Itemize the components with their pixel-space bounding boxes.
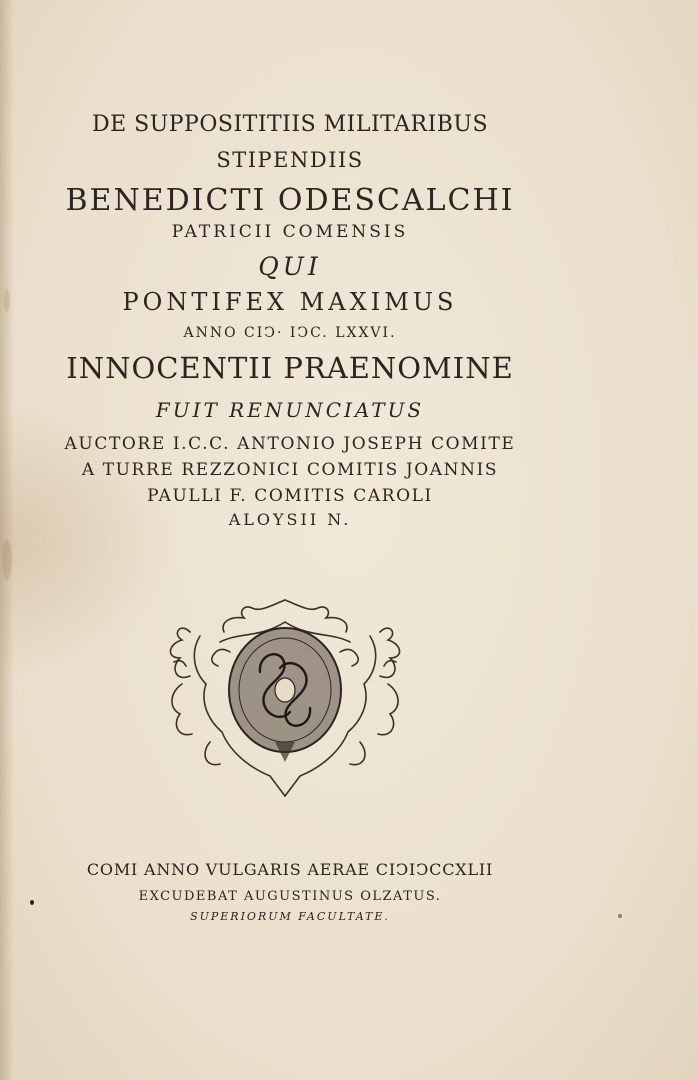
office-line: PONTIFEX MAXIMUS [122,288,458,316]
subject-name: BENEDICTI ODESCALCHI [65,183,515,218]
imprint-place-date: COMI ANNO VULGARIS AERAE CIↃIↃCCXLII [86,860,494,879]
imprint-printer: EXCUDEBAT AUGUSTINUS OLZATUS. [138,889,442,904]
foxing-stain [2,540,12,580]
year-line: ANNO CIↃ· IↃC. LXXVI. [183,325,397,341]
qui-line: QUI [258,252,322,281]
papal-name-line: INNOCENTII PRAENOMINE [66,351,514,385]
ornamental-cartouche-icon [160,592,410,802]
ink-dot [618,914,622,918]
author-line-3: PAULLI F. COMITIS CAROLI [147,486,433,506]
imprint-permission: SUPERIORUM FACULTATE. [190,910,390,923]
title-line-1: DE SUPPOSITITIIS MILITARIBUS [91,112,489,137]
author-line-1: AUCTORE I.C.C. ANTONIO JOSEPH COMITE [64,434,516,454]
title-line-2: STIPENDIIS [216,148,364,172]
author-line-4: ALOYSII N. [228,510,352,529]
author-line-2: A TURRE REZZONICI COMITIS JOANNIS [81,460,499,480]
patrician-line: PATRICII COMENSIS [171,222,409,242]
proclaimed-line: FUIT RENUNCIATUS [155,398,425,422]
